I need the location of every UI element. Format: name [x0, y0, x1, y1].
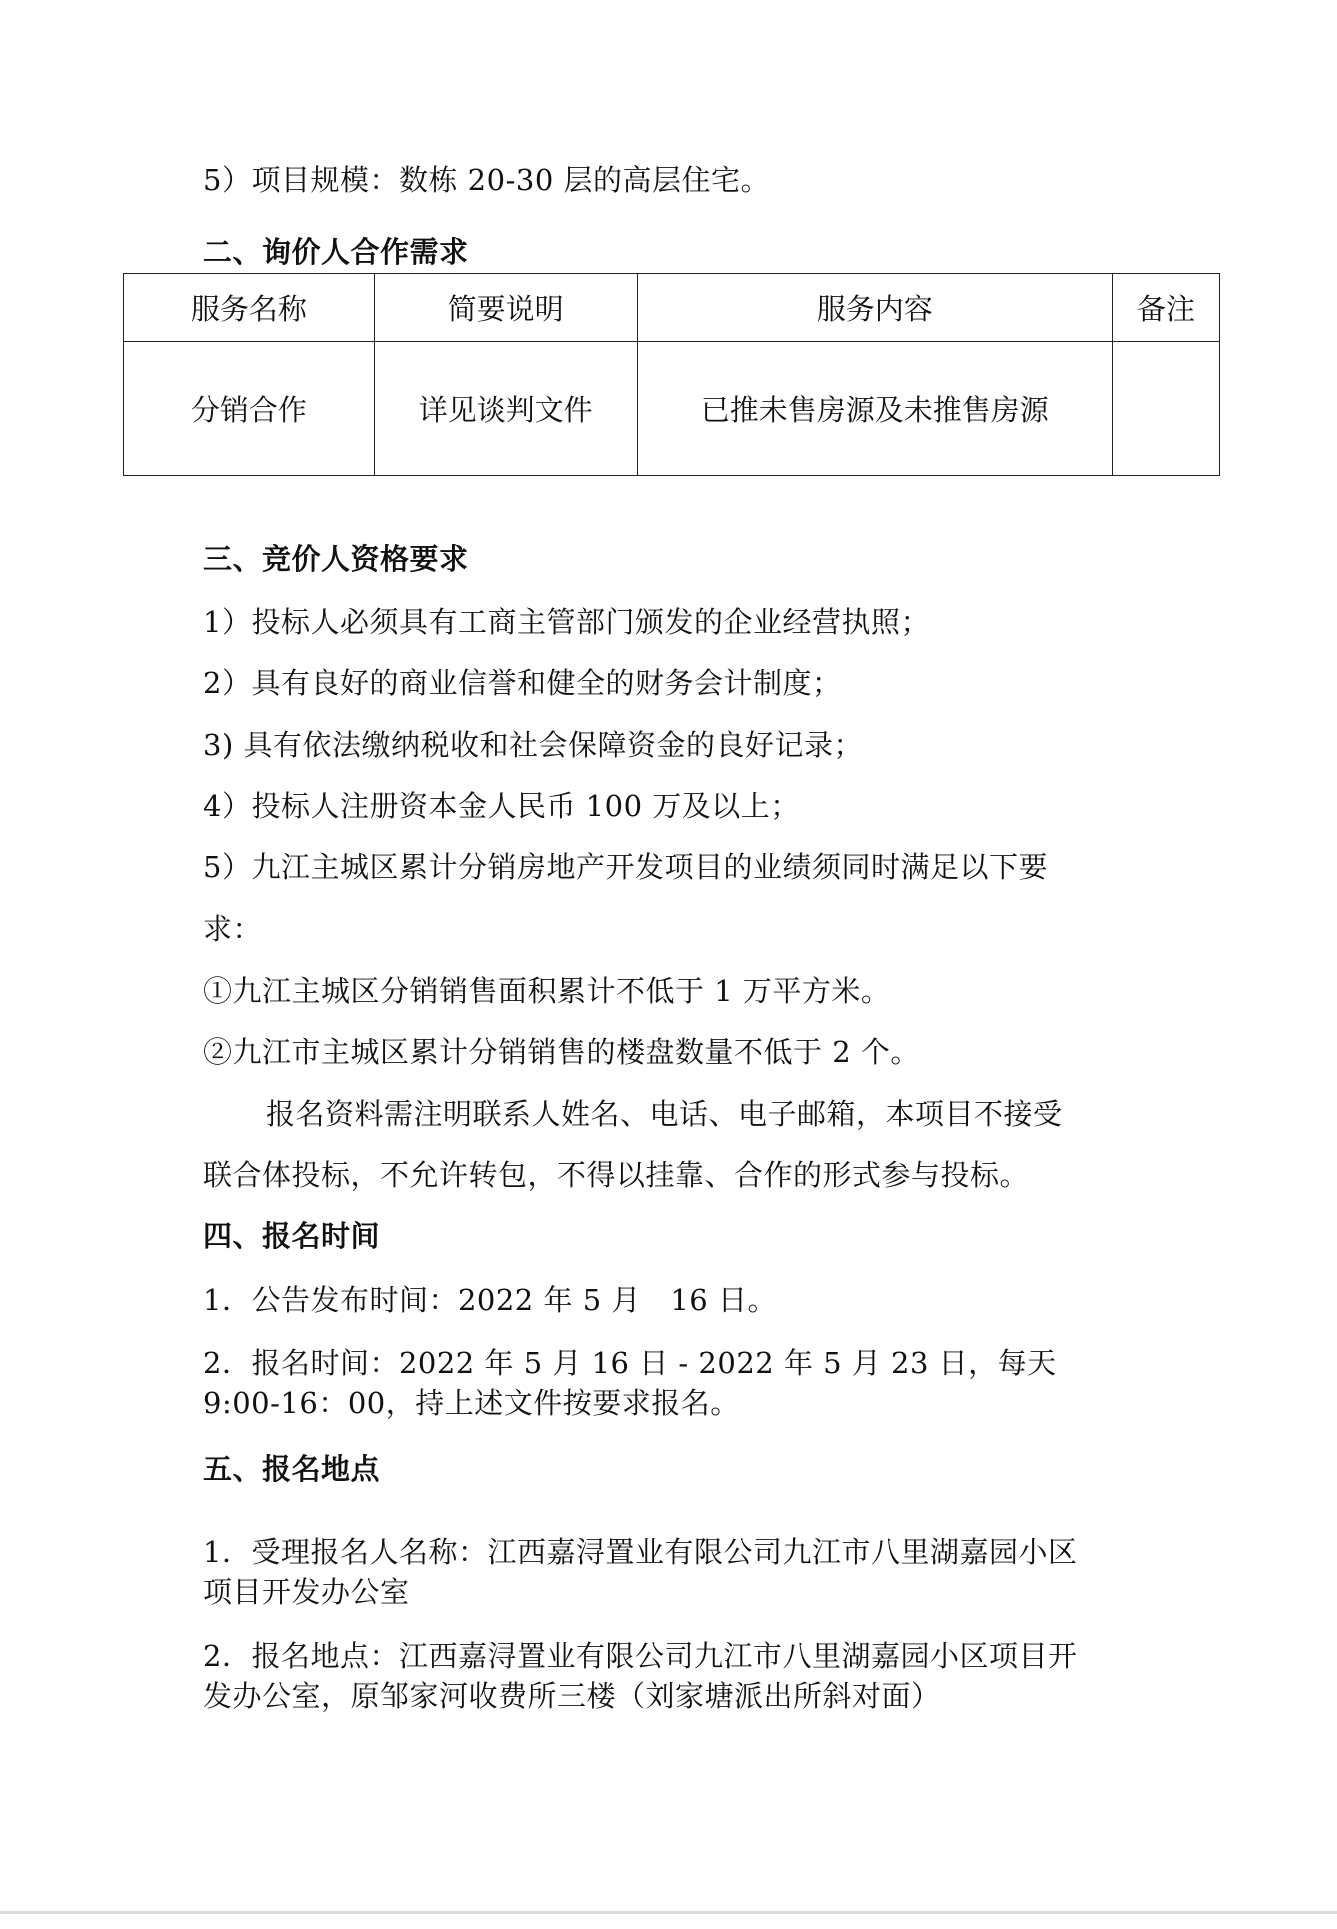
table-header-cell: 备注	[1113, 274, 1220, 342]
registrar-name-line: 1．受理报名人名称：江西嘉浔置业有限公司九江市八里湖嘉园小区	[203, 1535, 1078, 1569]
registration-note-line: 联合体投标，不允许转包，不得以挂靠、合作的形式参与投标。	[203, 1158, 1030, 1192]
page-bottom-divider	[0, 1911, 1337, 1914]
announcement-time-line: 1．公告发布时间：2022 年 5 月 16 日。	[203, 1283, 777, 1317]
table-cell: 分销合作	[124, 342, 375, 476]
requirement-item: 2）具有良好的商业信誉和健全的财务会计制度；	[203, 666, 842, 700]
requirement-item: 3) 具有依法缴纳税收和社会保障资金的良好记录；	[203, 728, 863, 762]
registrar-name-line: 项目开发办公室	[203, 1575, 410, 1609]
requirement-item: 5）九江主城区累计分销房地产开发项目的业绩须同时满足以下要	[203, 850, 1048, 884]
section-4-title: 四、报名时间	[203, 1219, 381, 1253]
requirement-item: 求：	[203, 912, 263, 946]
registration-time-line: 2．报名时间：2022 年 5 月 16 日 - 2022 年 5 月 23 日，每天	[203, 1346, 1057, 1380]
requirement-item: ①九江主城区分销销售面积累计不低于 1 万平方米。	[203, 974, 891, 1008]
table-row	[124, 342, 1220, 476]
section-3-title: 三、竞价人资格要求	[203, 542, 469, 576]
service-table	[123, 273, 1220, 476]
registration-time-line: 9:00-16：00，持上述文件按要求报名。	[203, 1386, 740, 1420]
table-header-cell: 服务内容	[637, 274, 1113, 342]
registration-note-line: 报名资料需注明联系人姓名、电话、电子邮箱，本项目不接受	[266, 1097, 1063, 1131]
requirement-item: 1）投标人必须具有工商主管部门颁发的企业经营执照；	[203, 605, 930, 639]
table-header-cell: 简要说明	[374, 274, 637, 342]
table-cell: 详见谈判文件	[374, 342, 637, 476]
requirement-item: 4）投标人注册资本金人民币 100 万及以上；	[203, 789, 800, 823]
table-cell	[1113, 342, 1220, 476]
requirement-item: ②九江市主城区累计分销销售的楼盘数量不低于 2 个。	[203, 1035, 920, 1069]
table-header-row	[124, 274, 1220, 342]
registration-location-line: 2．报名地点：江西嘉浔置业有限公司九江市八里湖嘉园小区项目开	[203, 1639, 1078, 1673]
table-header-cell: 服务名称	[124, 274, 375, 342]
section-5-title: 五、报名地点	[203, 1452, 381, 1486]
registration-location-line: 发办公室，原邹家河收费所三楼（刘家塘派出所斜对面）	[203, 1679, 941, 1713]
section-2-title: 二、询价人合作需求	[203, 235, 469, 269]
table-cell: 已推未售房源及未推售房源	[637, 342, 1113, 476]
project-scale-line: 5）项目规模：数栋 20-30 层的高层住宅。	[203, 163, 770, 197]
